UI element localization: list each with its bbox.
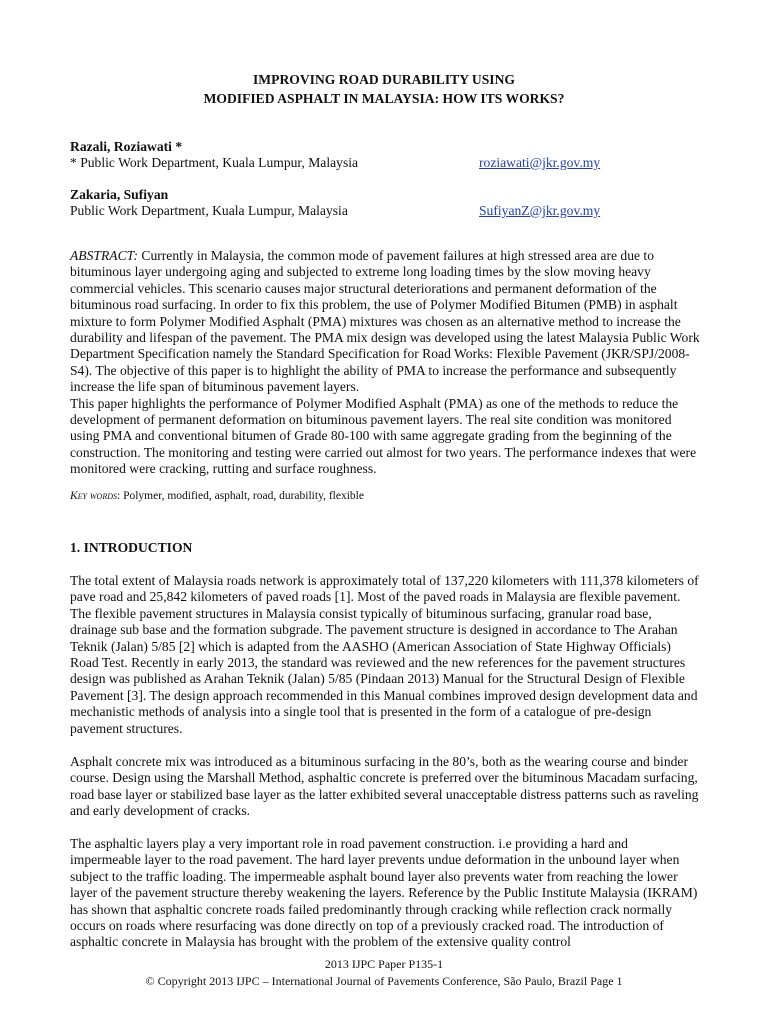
author-affiliation-2: Public Work Department, Kuala Lumpur, Malaysia xyxy=(70,203,348,218)
author-affiliation-1: * Public Work Department, Kuala Lumpur, Malaysia xyxy=(70,155,359,170)
keywords xyxy=(70,490,364,502)
intro-paragraph-1: The total extent of Malaysia roads network is approximately total of 137,220 kilometers with 111,378 kilometers of pave road and 25,842 kilometers of paved roads [1]. Most of the paved roads in Malaysia are flexible pavement. The flexible pavement structures in Malaysia consist typically of bituminous surfacing, granular road base, drainage sub base and the formation subgrade. The pavement structure is designed in accordance to The Arahan Teknik (Jalan) 5/85 [2] which is adapted from the AASHO (American Association of State Highway Officials) Road Test. Recently in early 2013, the standard was reviewed and the new references for the pavement structures design was published as Arahan Teknik (Jalan) 5/85 (Pindaan 2013) Manual for the Structural Design of Flexible Pavement [3]. The design approach recommended in this Manual combines improved design development data and mechanistic methods of analysis into a single tool that is presented in the form of a catalogue of pre-design pavement structures. xyxy=(70,573,699,736)
footer-paper-id: 2013 IJPC Paper P135-1 xyxy=(324,957,444,971)
title-line-1: IMPROVING ROAD DURABILITY USING xyxy=(253,72,515,87)
abstract-text-1: Currently in Malaysia, the common mode of pavement failures at high stressed area are due to bituminous layer undergoing aging and subjected to extreme long loading times by the slow moving heavy commercial vehicles. This scenario causes major structural deteriorations and permanent deformation of the bituminous road surfacing. In order to fix this problem, the use of Polymer Modified Bitumen (PMB) in asphalt mixture to form Polymer Modified Asphalt (PMA) mixtures was chosen as an alternative method to increase the durability and lifespan of the pavement. The PMA mix design was developed using the latest Malaysia Public Work Department Specification namely the Standard Specification for Road Works: Flexible Pavement (JKR/SPJ/2008-S4). The objective of this paper is to highlight the ability of PMA to increase the performance and subsequently increase the life span of bituminous pavement layers. xyxy=(70,248,700,395)
author-name-1: Razali, Roziawati * xyxy=(70,139,183,154)
abstract-paragraph-1 xyxy=(70,248,700,396)
abstract-paragraph-2: This paper highlights the performance of Polymer Modified Asphalt (PMA) as one of the methods to reduce the development of permanent deformation on bituminous pavement layers. The real site condition was monitored using PMA and conventional bitumen of Grade 80-100 with same aggregate grading from the beginning of the construction. The monitoring and testing were carried out almost for two years. The performance indexes that were monitored were cracking, rutting and surface roughness. xyxy=(70,395,697,477)
author-email-2[interactable]: SufiyanZ@jkr.gov.my xyxy=(479,203,601,218)
paper-title xyxy=(70,70,698,108)
keywords-label: Key words xyxy=(70,490,117,502)
section-heading-introduction: 1. INTRODUCTION xyxy=(70,540,193,555)
intro-paragraph-2: Asphalt concrete mix was introduced as a bituminous surfacing in the 80’s, both as the wearing course and binder course. Design using the Marshall Method, asphaltic concrete is preferred over the bituminous Macadam surfacing, road base layer or stabilized base layer as the latter exhibited several unacceptable distress patterns such as raveling and early development of cracks. xyxy=(70,754,699,819)
abstract xyxy=(70,248,700,478)
title-line-2: MODIFIED ASPHALT IN MALAYSIA: HOW ITS WORKS? xyxy=(203,91,565,106)
author-email-1[interactable]: roziawati@jkr.gov.my xyxy=(479,155,601,170)
footer-copyright: © Copyright 2013 IJPC – International Journal of Pavements Conference, São Paulo, Brazil Page 1 xyxy=(145,974,623,988)
abstract-label: ABSTRACT: xyxy=(70,248,138,263)
author-name-2: Zakaria, Sufiyan xyxy=(70,187,169,202)
keywords-text: : Polymer, modified, asphalt, road, durability, flexible xyxy=(117,490,364,502)
intro-paragraph-3: The asphaltic layers play a very important role in road pavement construction. i.e providing a hard and impermeable layer to the road pavement. The hard layer prevents undue deformation in the unbound layer when subject to the traffic loading. The impermeable asphalt bound layer also prevents water from reaching the lower layer of the pavement structure thereby weakening the layers. Reference by the Public Institute Malaysia (IKRAM) has shown that asphaltic concrete roads failed predominantly through cracking while reflection crack normally occurs on roads where resurfacing was done directly on top of a previously cracked road. The introduction of asphaltic concrete in Malaysia has brought with the problem of the extensive quality control xyxy=(70,836,698,950)
